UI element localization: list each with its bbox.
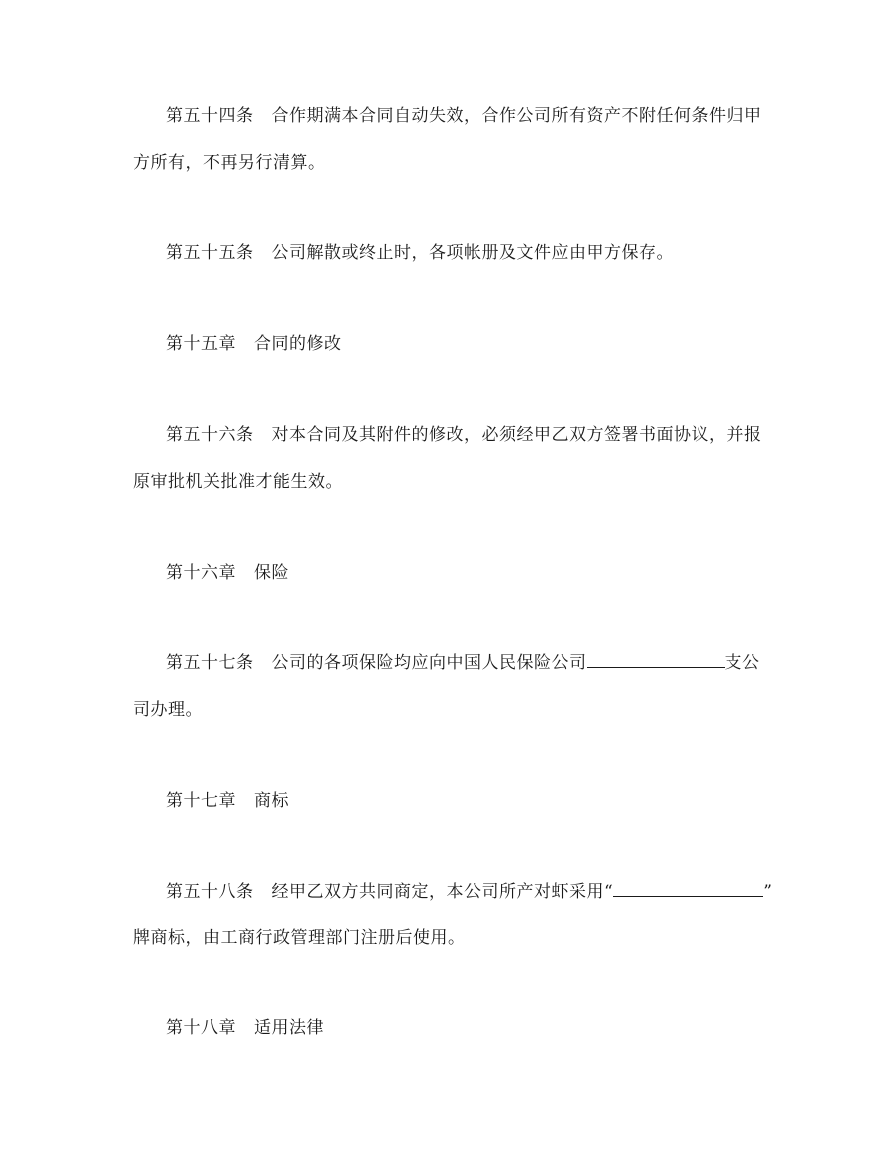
- article-57-number: 第五十七条: [166, 653, 254, 673]
- article-56-text: 对本合同及其附件的修改，必须经甲乙双方签署书面协议，并报: [271, 425, 762, 445]
- article-57-line-2: 司办理。: [133, 700, 203, 720]
- article-58-blank-field: [613, 880, 763, 897]
- article-54-line-2: 方所有，不再另行清算。: [133, 153, 326, 173]
- chapter-18-number: 第十八章: [166, 1018, 236, 1038]
- chapter-16-title: 保险: [254, 563, 289, 583]
- article-57-line-1: [166, 651, 760, 675]
- article-55-text: 公司解散或终止时，各项帐册及文件应由甲方保存。: [271, 243, 674, 263]
- chapter-16-number: 第十六章: [166, 563, 236, 583]
- article-58-text-after: ”: [763, 882, 773, 902]
- article-54-line-1: [166, 104, 762, 128]
- article-54-text: 合作期满本合同自动失效，合作公司所有资产不附任何条件归甲: [271, 106, 762, 126]
- article-58-text-before: 经甲乙双方共同商定，本公司所产对虾采用“: [271, 882, 614, 902]
- article-57-text-after: 支公: [724, 653, 760, 673]
- article-58-line-1: [166, 880, 772, 904]
- article-56-number: 第五十六条: [166, 425, 254, 445]
- chapter-17-number: 第十七章: [166, 791, 236, 811]
- chapter-17-heading: [166, 789, 289, 813]
- article-55-number: 第五十五条: [166, 243, 254, 263]
- article-58-number: 第五十八条: [166, 882, 254, 902]
- article-55-line-1: [166, 241, 674, 265]
- chapter-15-number: 第十五章: [166, 334, 236, 354]
- chapter-17-title: 商标: [254, 791, 289, 811]
- chapter-18-title: 适用法律: [254, 1018, 324, 1038]
- article-58-line-2: 牌商标，由工商行政管理部门注册后使用。: [133, 928, 466, 948]
- article-54-number: 第五十四条: [166, 106, 254, 126]
- article-57-text-before: 公司的各项保险均应向中国人民保险公司: [271, 653, 587, 673]
- chapter-16-heading: [166, 561, 289, 585]
- chapter-15-title: 合同的修改: [254, 334, 342, 354]
- chapter-18-heading: [166, 1016, 324, 1040]
- article-56-line-2: 原审批机关批准才能生效。: [133, 472, 343, 492]
- article-57-blank-field: [587, 651, 725, 668]
- article-56-line-1: [166, 423, 762, 447]
- chapter-15-heading: [166, 332, 342, 356]
